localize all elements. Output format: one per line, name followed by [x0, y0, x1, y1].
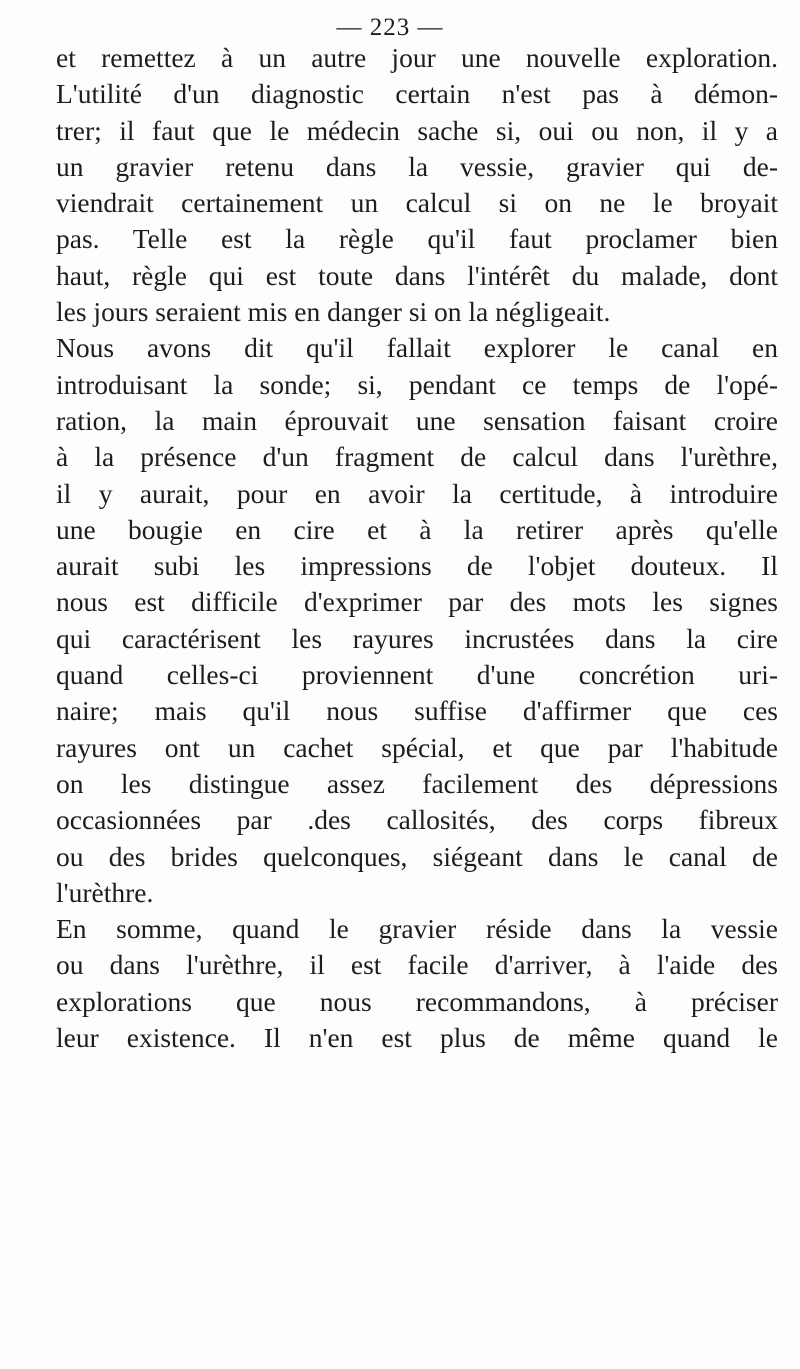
text-line: nous est difficile d'exprimer par des mots les signes: [56, 586, 778, 618]
text-line: rayures ont un cachet spécial, et que par l'habitude: [56, 731, 778, 763]
text-line: introduisant la sonde; si, pendant ce temps de l'opé-: [56, 368, 778, 400]
text-line: un gravier retenu dans la vessie, gravier qui de-: [56, 150, 778, 182]
text-line: quand celles-ci proviennent d'une concrétion uri-: [56, 659, 778, 691]
text-line: leur existence. Il n'en est plus de même quand le: [56, 1022, 778, 1054]
text-line: on les distingue assez facilement des dépressions: [56, 767, 778, 799]
body-text: [56, 40, 778, 1056]
text-line: viendrait certainement un calcul si on ne le broyait: [56, 187, 778, 219]
text-line: explorations que nous recommandons, à préciser: [56, 985, 778, 1017]
text-line: occasionnées par .des callosités, des corps fibreux: [56, 804, 778, 836]
text-line: les jours seraient mis en danger si on la négligeait.: [56, 296, 611, 328]
text-line: haut, règle qui est toute dans l'intérêt du malade, dont: [56, 259, 778, 291]
text-line: L'utilité d'un diagnostic certain n'est pas à démon-: [56, 78, 778, 110]
text-line: ou des brides quelconques, siégeant dans le canal de: [56, 840, 778, 872]
text-line: trer; il faut que le médecin sache si, oui ou non, il y a: [56, 114, 778, 146]
text-line: naire; mais qu'il nous suffise d'affirmer que ces: [56, 695, 778, 727]
text-line: une bougie en cire et à la retirer après qu'elle: [56, 513, 778, 545]
text-line: à la présence d'un fragment de calcul dans l'urèthre,: [56, 441, 778, 473]
text-line: pas. Telle est la règle qu'il faut proclamer bien: [56, 223, 778, 255]
text-line: Nous avons dit qu'il fallait explorer le canal en: [56, 332, 778, 364]
page-number: — 223 —: [336, 14, 444, 41]
text-line: qui caractérisent les rayures incrustées dans la cire: [56, 622, 778, 654]
text-line: En somme, quand le gravier réside dans la vessie: [56, 913, 778, 945]
text-line: ou dans l'urèthre, il est facile d'arriver, à l'aide des: [56, 949, 778, 981]
text-line: il y aurait, pour en avoir la certitude, à introduire: [56, 477, 778, 509]
text-line: et remettez à un autre jour une nouvelle exploration.: [56, 42, 778, 73]
text-line: ration, la main éprouvait une sensation faisant croire: [56, 404, 778, 436]
text-line: aurait subi les impressions de l'objet douteux. Il: [56, 550, 778, 582]
text-line: l'urèthre.: [56, 876, 154, 908]
